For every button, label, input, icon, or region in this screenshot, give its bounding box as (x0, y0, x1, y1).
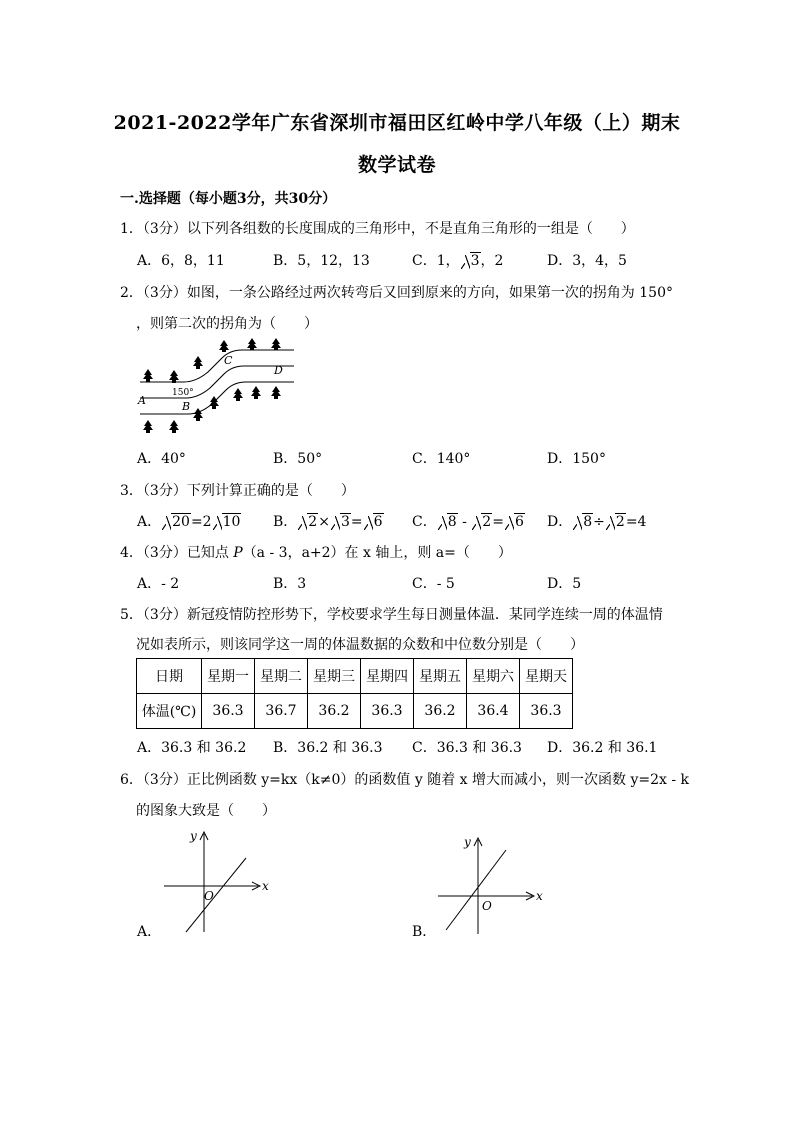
page-title-line1: 2021-2022学年广东省深圳市福田区红岭中学八年级（上）期末 (113, 112, 681, 134)
table-cell: 36.2 (308, 694, 361, 729)
q1-c-post: ，2 (480, 253, 504, 269)
table-cell: 星期二 (255, 659, 308, 694)
q3-option-c (412, 511, 525, 531)
q4-option-c: C．- 5 (412, 576, 455, 592)
q3-c-radicand1: 8 (447, 514, 457, 530)
fig-label-a: A (138, 394, 146, 407)
q3-option-a (137, 511, 241, 531)
temperature-table (136, 658, 573, 729)
table-cell: 星期三 (308, 659, 361, 694)
q4-option-d: D．5 (547, 576, 582, 592)
table-cell: 36.3 (520, 694, 573, 729)
origin-label: O (482, 899, 492, 913)
q1-option-b: B．5，12，13 (273, 253, 370, 269)
table-cell: 星期六 (467, 659, 520, 694)
table-cell: 36.3 (361, 694, 414, 729)
q3-stem: 3．（3分）下列计算正确的是（ ） (120, 483, 355, 499)
q4-stem-pre: 4．（3分）已知点 (120, 545, 234, 561)
table-cell: 36.4 (467, 694, 520, 729)
q3-a-pre: A． (137, 514, 162, 530)
origin-label: O (204, 889, 214, 903)
axis-x-label: x (262, 879, 269, 893)
q5-stem-line1: 5．（3分）新冠疫情防控形势下，学校要求学生每日测量体温．某同学连续一周的体温情 (120, 607, 663, 623)
axis-x-label: x (536, 889, 543, 903)
table-cell: 星期四 (361, 659, 414, 694)
q3-d-mid1: ÷ (593, 514, 605, 530)
q2-stem-line1: 2．（3分）如图，一条公路经过两次转弯后又回到原来的方向，如果第一次的拐角为 150° (120, 285, 673, 301)
q6-stem-line1: 6．（3分）正比例函数 y=kx（k≠0）的函数值 y 随着 x 增大而减小，则一次函数 y=2x - k (120, 772, 690, 788)
q5-option-c: C．36.3 和 36.3 (412, 740, 522, 756)
table-cell: 体温(℃) (137, 694, 202, 729)
q3-c-radicand3: 6 (514, 514, 524, 530)
q4-stem (120, 542, 512, 562)
q3-b-radicand2: 3 (340, 514, 350, 530)
sqrt-symbol (573, 514, 593, 530)
sqrt-symbol (298, 514, 318, 530)
q4-option-b: B．3 (273, 576, 307, 592)
table-cell: 星期五 (414, 659, 467, 694)
sqrt-symbol (364, 514, 384, 530)
q3-d-radicand2: 2 (615, 514, 625, 530)
q3-d-radicand1: 8 (583, 514, 593, 530)
table-cell: 36.3 (202, 694, 255, 729)
sqrt-symbol (438, 514, 458, 530)
q5-stem-line2: 况如表所示，则该同学这一周的体温数据的众数和中位数分别是（ ） (136, 637, 584, 653)
q3-a-radicand1: 20 (172, 514, 190, 530)
table-cell: 36.7 (255, 694, 308, 729)
q1-option-d: D．3，4，5 (547, 253, 627, 269)
sqrt-symbol (461, 253, 481, 269)
sqrt-symbol (331, 514, 351, 530)
q3-option-b (273, 511, 384, 531)
fig-label-c: C (224, 354, 233, 367)
q6-graph-b (432, 834, 552, 938)
q3-a-mid: =2 (190, 514, 212, 530)
section-heading: 一.选择题（每小题3分，共30分） (120, 191, 337, 207)
q1-c-pre: C．1， (412, 253, 460, 269)
axis-y-label: y (464, 835, 471, 849)
q3-d-post: =4 (625, 514, 647, 530)
axis-y-label: y (190, 829, 197, 843)
q5-option-d: D．36.2 和 36.1 (547, 740, 658, 756)
q1-stem: 1．（3分）以下列各组数的长度围成的三角形中，不是直角三角形的一组是（ ） (120, 221, 635, 237)
q5-option-a: A．36.3 和 36.2 (137, 740, 247, 756)
table-cell: 36.2 (414, 694, 467, 729)
q6-option-b: B． (412, 924, 437, 940)
q3-c-mid1: - (457, 514, 472, 530)
q4-stem-rest: （a - 3，a+2）在 x 轴上，则 a=（ ） (242, 545, 512, 561)
q2-option-b: B．50° (273, 451, 323, 467)
q3-option-d (547, 511, 646, 531)
q3-c-mid2: = (492, 514, 504, 530)
q2-option-d: D．150° (547, 451, 606, 467)
q2-stem-line2: ，则第二次的拐角为（ ） (136, 316, 318, 332)
q3-b-radicand1: 2 (308, 514, 318, 530)
fig-angle-label: 150° (172, 388, 194, 398)
sqrt-symbol (505, 514, 525, 530)
table-row (137, 694, 573, 729)
q1-c-radicand: 3 (470, 253, 480, 269)
sqrt-symbol (213, 514, 242, 530)
page-title-line2: 数学试卷 (357, 154, 436, 176)
q2-option-c: C．140° (412, 451, 471, 467)
q1-option-a: A．6，8，11 (137, 253, 225, 269)
q3-c-radicand2: 2 (482, 514, 492, 530)
q4-option-a: A．- 2 (137, 576, 180, 592)
q6-stem-line2: 的图象大致是（ ） (136, 803, 276, 819)
q3-d-pre: D． (547, 514, 573, 530)
q3-a-radicand2: 10 (222, 514, 241, 530)
q6-option-a: A． (137, 924, 162, 940)
table-header-row (137, 659, 573, 694)
table-cell: 星期一 (202, 659, 255, 694)
q3-c-pre: C． (412, 514, 437, 530)
fig-label-b: B (182, 400, 191, 413)
sqrt-symbol (606, 514, 626, 530)
q1-option-c (412, 250, 503, 270)
sqrt-symbol (162, 514, 191, 530)
q6-graph-a (158, 828, 278, 938)
table-cell: 星期天 (520, 659, 573, 694)
table-cell: 日期 (137, 659, 202, 694)
sqrt-symbol (472, 514, 492, 530)
q3-b-pre: B． (273, 514, 298, 530)
q4-point-name: P (233, 545, 243, 561)
road-figure (136, 336, 296, 436)
fig-label-d: D (274, 364, 283, 377)
q3-b-radicand3: 6 (373, 514, 383, 530)
q2-option-a: A．40° (137, 451, 186, 467)
q5-option-b: B．36.2 和 36.3 (273, 740, 383, 756)
q3-b-mid1: × (318, 514, 330, 530)
q3-b-mid2: = (350, 514, 363, 530)
